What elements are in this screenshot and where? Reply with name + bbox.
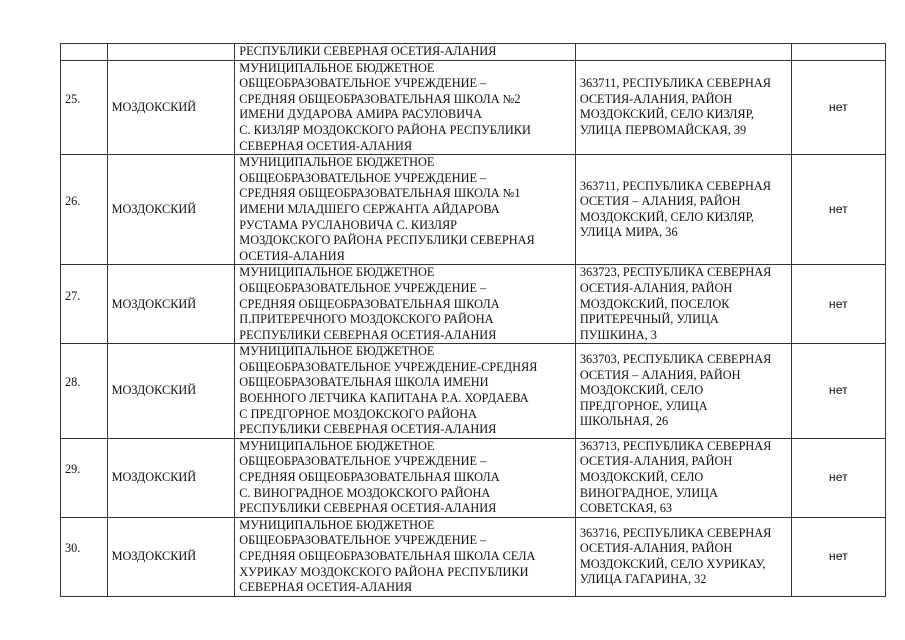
district-cell <box>107 44 235 61</box>
note-cell: нет <box>791 517 885 596</box>
address-cell: 363723, РЕСПУБЛИКА СЕВЕРНАЯ ОСЕТИЯ-АЛАНИЯ, РАЙОН МОЗДОКСКИЙ, ПОСЕЛОК ПРИТЕРЕЧНЫЙ, УЛИЦА ПУШКИНА, 3 <box>575 265 791 344</box>
row-number: 29. <box>65 462 81 477</box>
district-cell: МОЗДОКСКИЙ <box>107 265 235 344</box>
note-cell: нет <box>791 60 885 155</box>
institution-name-cell: МУНИЦИПАЛЬНОЕ БЮДЖЕТНОЕ ОБЩЕОБРАЗОВАТЕЛЬНОЕ УЧРЕЖДЕНИЕ-СРЕДНЯЯ ОБЩЕОБРАЗОВАТЕЛЬНАЯ ШКОЛА ИМЕНИ ВОЕННОГО ЛЕТЧИКА КАПИТАНА Р.А. ХОРДАЕВА С ПРЕДГОРНОЕ МОЗДОКСКОГО РАЙОНА РЕСПУБЛИКИ СЕВЕРНАЯ ОСЕТИЯ-АЛАНИЯ <box>235 344 576 439</box>
district-cell: МОЗДОКСКИЙ <box>107 344 235 439</box>
row-number-cell <box>61 517 108 596</box>
table-row <box>61 155 886 265</box>
institution-name-cell: МУНИЦИПАЛЬНОЕ БЮДЖЕТНОЕ ОБЩЕОБРАЗОВАТЕЛЬНОЕ УЧРЕЖДЕНИЕ – СРЕДНЯЯ ОБЩЕОБРАЗОВАТЕЛЬНАЯ ШКОЛА №1 ИМЕНИ МЛАДШЕГО СЕРЖАНТА АЙДАРОВА РУСТАМА РУСЛАНОВИЧА С. КИЗЛЯР МОЗДОКСКОГО РАЙОНА РЕСПУБЛИКИ СЕВЕРНАЯ ОСЕТИЯ-АЛАНИЯ <box>235 155 576 265</box>
table-row <box>61 265 886 344</box>
schools-table <box>60 43 886 597</box>
institution-name-cell: РЕСПУБЛИКИ СЕВЕРНАЯ ОСЕТИЯ-АЛАНИЯ <box>235 44 576 61</box>
row-number: 26. <box>65 193 81 208</box>
note-cell: нет <box>791 438 885 517</box>
row-number-cell <box>61 155 108 265</box>
table-row <box>61 44 886 61</box>
institution-name-cell: МУНИЦИПАЛЬНОЕ БЮДЖЕТНОЕ ОБЩЕОБРАЗОВАТЕЛЬНОЕ УЧРЕЖДЕНИЕ – СРЕДНЯЯ ОБЩЕОБРАЗОВАТЕЛЬНАЯ ШКОЛА №2 ИМЕНИ ДУДАРОВА АМИРА РАСУЛОВИЧА С. КИЗЛЯР МОЗДОКСКОГО РАЙОНА РЕСПУБЛИКИ СЕВЕРНАЯ ОСЕТИЯ-АЛАНИЯ <box>235 60 576 155</box>
row-number-cell <box>61 265 108 344</box>
row-number-cell <box>61 60 108 155</box>
address-cell <box>575 44 791 61</box>
table-row <box>61 60 886 155</box>
note-cell: нет <box>791 155 885 265</box>
institution-name-cell: МУНИЦИПАЛЬНОЕ БЮДЖЕТНОЕ ОБЩЕОБРАЗОВАТЕЛЬНОЕ УЧРЕЖДЕНИЕ – СРЕДНЯЯ ОБЩЕОБРАЗОВАТЕЛЬНАЯ ШКОЛА СЕЛА ХУРИКАУ МОЗДОКСКОГО РАЙОНА РЕСПУБЛИКИ СЕВЕРНАЯ ОСЕТИЯ-АЛАНИЯ <box>235 517 576 596</box>
table-row <box>61 344 886 439</box>
row-number-cell <box>61 44 108 61</box>
address-cell: 363716, РЕСПУБЛИКА СЕВЕРНАЯ ОСЕТИЯ-АЛАНИЯ, РАЙОН МОЗДОКСКИЙ, СЕЛО ХУРИКАУ, УЛИЦА ГАГАРИНА, 32 <box>575 517 791 596</box>
note-cell <box>791 44 885 61</box>
row-number: 25. <box>65 91 81 106</box>
institution-name-cell: МУНИЦИПАЛЬНОЕ БЮДЖЕТНОЕ ОБЩЕОБРАЗОВАТЕЛЬНОЕ УЧРЕЖДЕНИЕ – СРЕДНЯЯ ОБЩЕОБРАЗОВАТЕЛЬНАЯ ШКОЛА С. ВИНОГРАДНОЕ МОЗДОКСКОГО РАЙОНА РЕСПУБЛИКИ СЕВЕРНАЯ ОСЕТИЯ-АЛАНИЯ <box>235 438 576 517</box>
row-number-cell <box>61 344 108 439</box>
row-number: 28. <box>65 375 81 390</box>
note-cell: нет <box>791 265 885 344</box>
district-cell: МОЗДОКСКИЙ <box>107 155 235 265</box>
address-cell: 363703, РЕСПУБЛИКА СЕВЕРНАЯ ОСЕТИЯ – АЛАНИЯ, РАЙОН МОЗДОКСКИЙ, СЕЛО ПРЕДГОРНОЕ, УЛИЦА ШКОЛЬНАЯ, 26 <box>575 344 791 439</box>
address-cell: 363711, РЕСПУБЛИКА СЕВЕРНАЯ ОСЕТИЯ – АЛАНИЯ, РАЙОН МОЗДОКСКИЙ, СЕЛО КИЗЛЯР, УЛИЦА МИРА, 36 <box>575 155 791 265</box>
table-row <box>61 517 886 596</box>
row-number-cell <box>61 438 108 517</box>
table-row <box>61 438 886 517</box>
district-cell: МОЗДОКСКИЙ <box>107 517 235 596</box>
address-cell: 363711, РЕСПУБЛИКА СЕВЕРНАЯ ОСЕТИЯ-АЛАНИЯ, РАЙОН МОЗДОКСКИЙ, СЕЛО КИЗЛЯР, УЛИЦА ПЕРВОМАЙСКАЯ, 39 <box>575 60 791 155</box>
row-number: 27. <box>65 288 81 303</box>
note-cell: нет <box>791 344 885 439</box>
district-cell: МОЗДОКСКИЙ <box>107 60 235 155</box>
row-number: 30. <box>65 541 81 555</box>
district-cell: МОЗДОКСКИЙ <box>107 438 235 517</box>
institution-name-cell: МУНИЦИПАЛЬНОЕ БЮДЖЕТНОЕ ОБЩЕОБРАЗОВАТЕЛЬНОЕ УЧРЕЖДЕНИЕ – СРЕДНЯЯ ОБЩЕОБРАЗОВАТЕЛЬНАЯ ШКОЛА П.ПРИТЕРЕЧНОГО МОЗДОКСКОГО РАЙОНА РЕСПУБЛИКИ СЕВЕРНАЯ ОСЕТИЯ-АЛАНИЯ <box>235 265 576 344</box>
address-cell: 363713, РЕСПУБЛИКА СЕВЕРНАЯ ОСЕТИЯ-АЛАНИЯ, РАЙОН МОЗДОКСКИЙ, СЕЛО ВИНОГРАДНОЕ, УЛИЦА СОВЕТСКАЯ, 63 <box>575 438 791 517</box>
